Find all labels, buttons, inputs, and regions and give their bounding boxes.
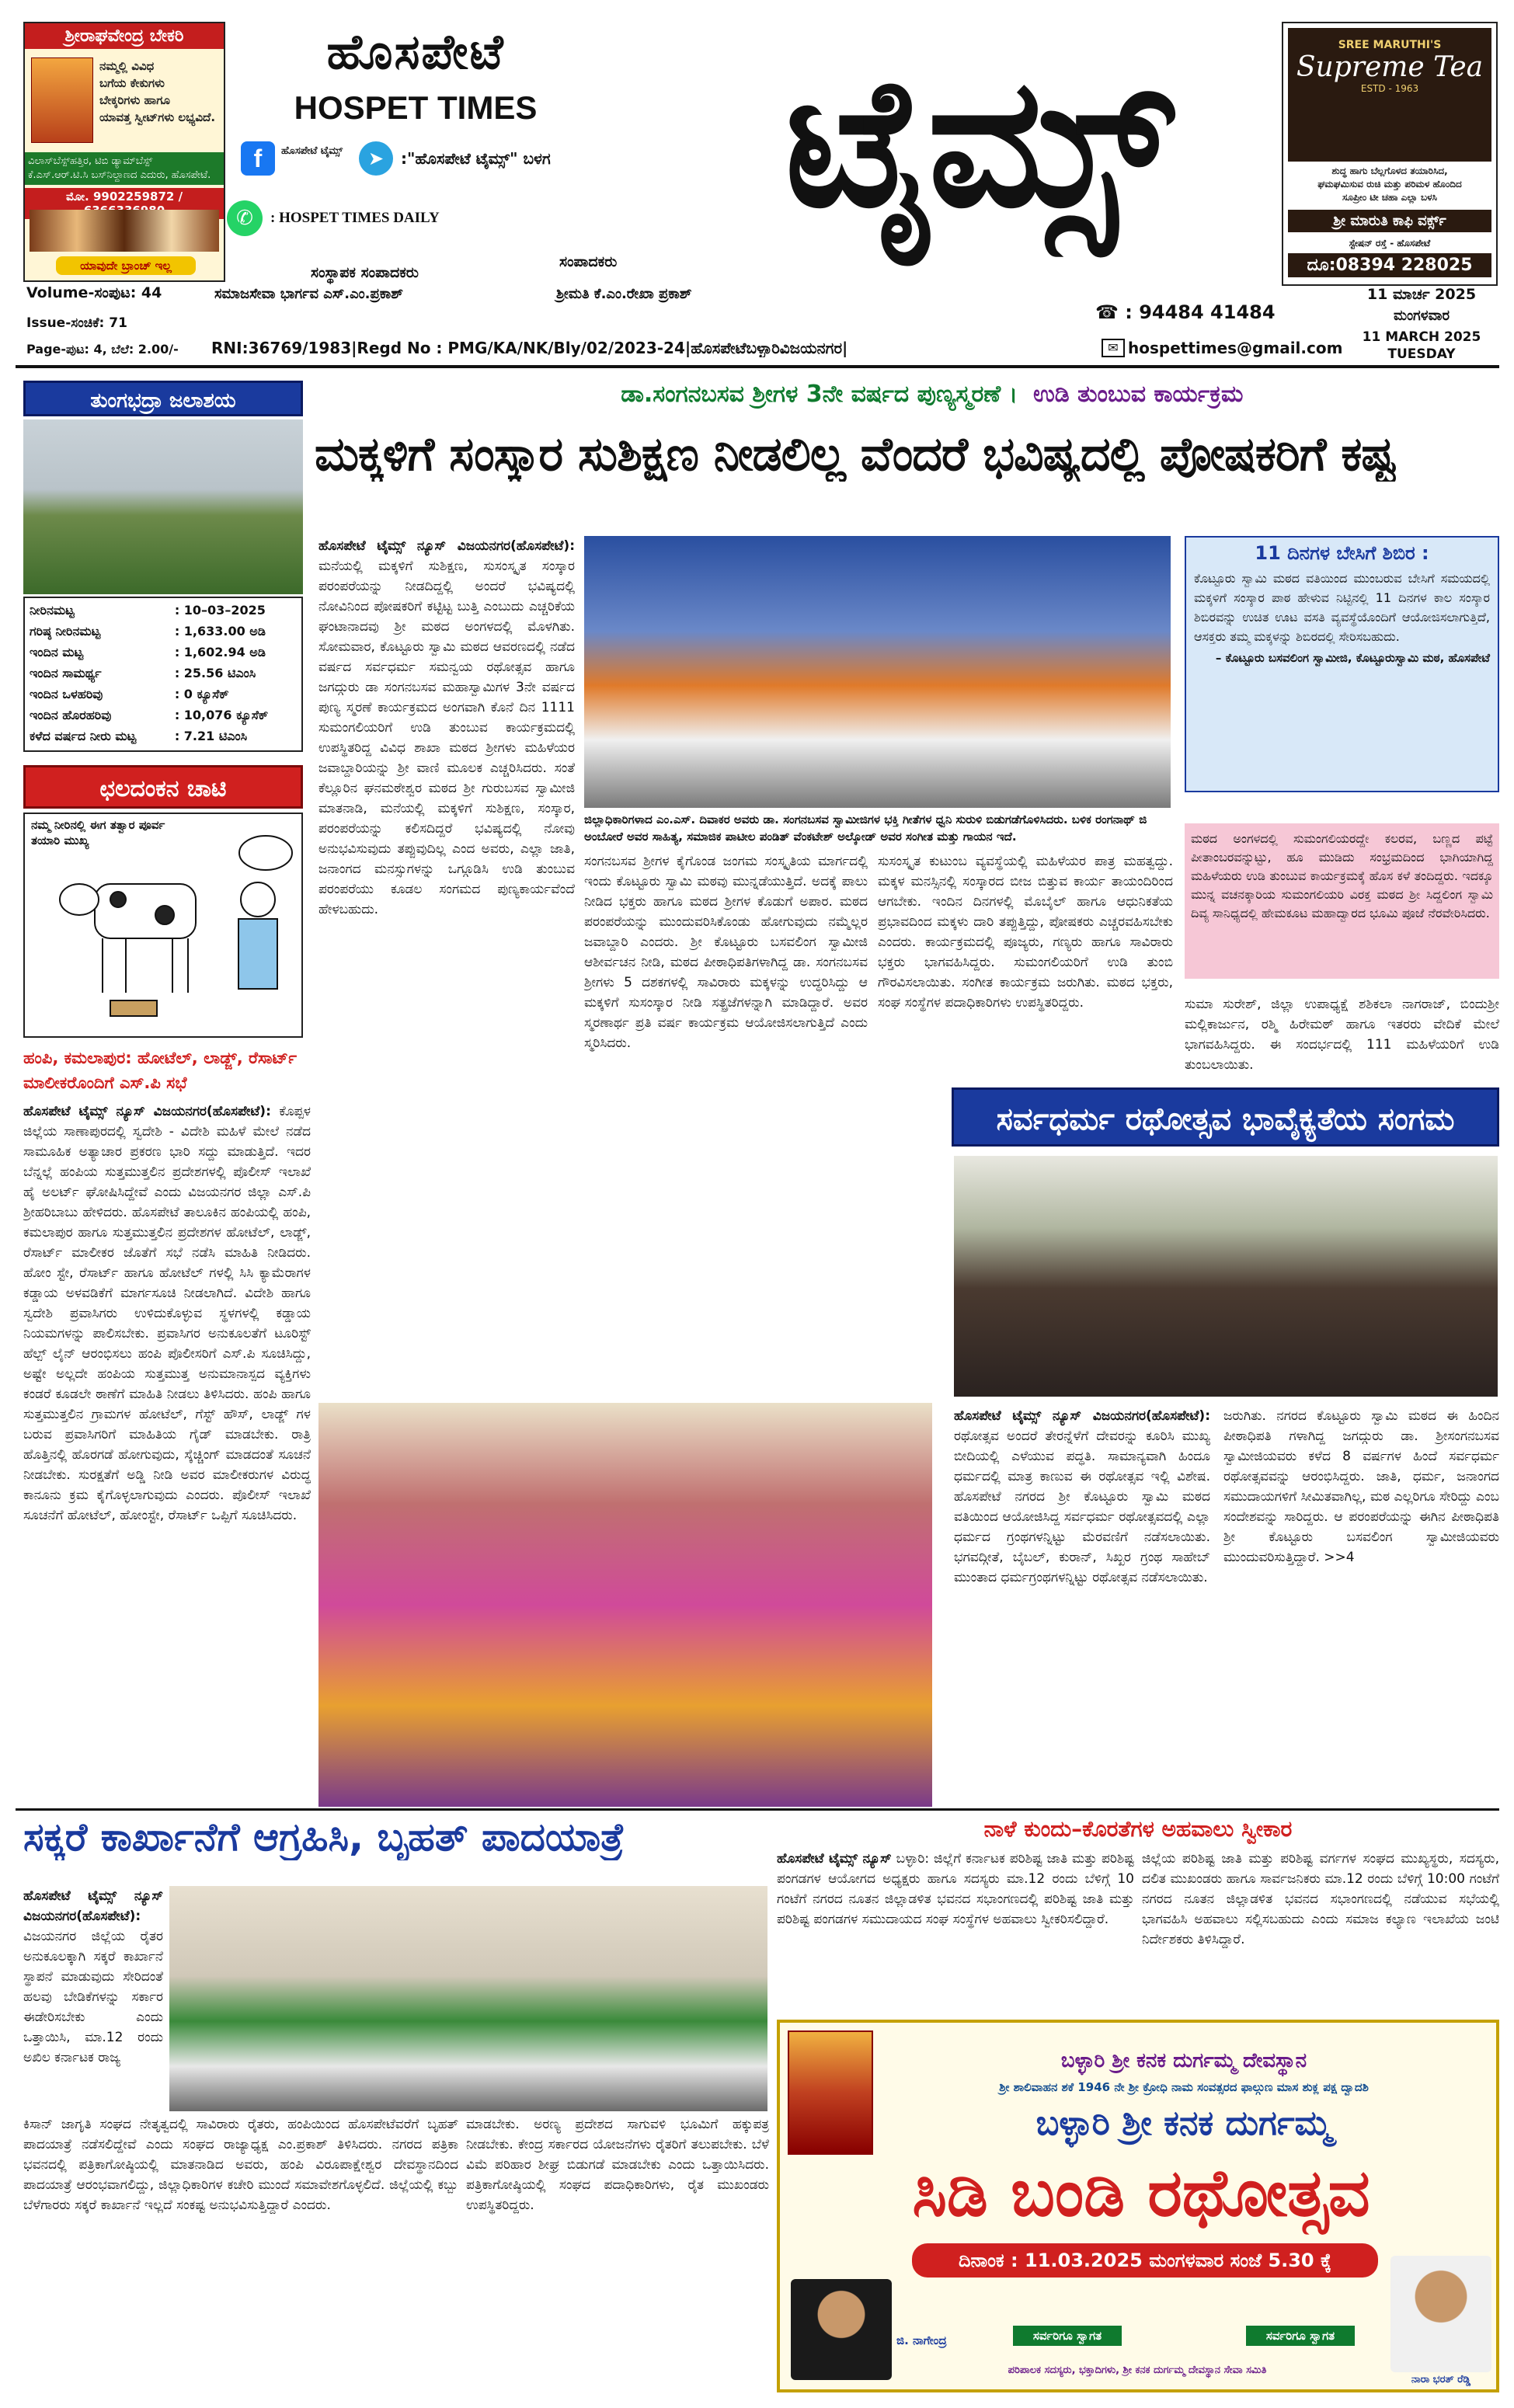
whatsapp-label[interactable]: : HOSPET TIMES DAILY <box>270 210 440 226</box>
bakery-footer: ಯಾವುದೇ ಬ್ರಾಂಚ್ ಇಲ್ಲ <box>56 256 196 275</box>
dam-header: ತುಂಗಭದ್ರಾ ಜಲಾಶಯ <box>23 381 303 416</box>
dam-row-value: : 0 ಕ್ಯೂಸೆಕ್ <box>174 686 229 701</box>
caste-col1-text: ಬಳ್ಳಾರಿ: ಜಿಲ್ಲೆಗೆ ಕರ್ನಾಟಕ ಪರಿಶಿಷ್ಟ ಜಾತಿ ಮತ್ತು ಪರಿಶಿಷ್ಟ ಪಂಗಡಗಳ ಆಯೋಗದ ಅಧ್ಯಕ್ಷರು ಹಾಗೂ ಸದಸ್ಯರು ಮಾ.12 ರಂದು ಬೆಳಿಗ್ಗೆ 10 ಗಂಟೆಗೆ ನಗರದ ನೂತನ ಜಿಲ್ಲಾಡಳಿತ ಭವನದ ಸಭಾಂಗಣದಲ್ಲಿ ಪರಿಶಿಷ್ಟ ಜಾತಿ ಮತ್ತು ಪರಿಶಿಷ್ಟ ಪಂಗಡಗಳ ಸಮುದಾಯದ ಸಂಘ ಸಂಸ್ಥೆಗಳ ಅಹವಾಲು ಸ್ವೀಕರಿಸಲಿದ್ದಾರೆ. <box>777 1851 1134 1927</box>
main-byline: ಹೊಸಪೇಟೆ ಟೈಮ್ಸ್ ನ್ಯೂಸ್ ವಿಜಯನಗರ(ಹೊಸಪೇಟೆ): <box>318 538 575 554</box>
bakery-line: ಬಗೆಯ ಕೇಕುಗಳು <box>99 76 165 90</box>
tea-brand: Supreme Tea <box>1296 51 1484 83</box>
masthead-title-english: HOSPET TIMES <box>294 89 538 126</box>
dam-table-row <box>26 663 300 684</box>
dam-table-row <box>26 621 300 642</box>
tea-phone: ದೂ:08394 228025 <box>1288 253 1491 277</box>
bakery-address: ವಿಲಾಸ್‌ಬೆಸ್ಪ್‌ಹತ್ತಿರ, ಟಿಬಿ ಡ್ಯಾಮ್‌ಬೆಸ್ಪ್ ಕೆ.ಎಸ್.ಆರ್.ಟಿ.ಸಿ ಬಸ್‌ನಿಲ್ದಾಣದ ಎದುರು, ಹೊಸಪೇಟೆ. <box>25 152 224 185</box>
ad-footer: ಪರಿಪಾಲಕ ಸದಸ್ಯರು, ಭಕ್ತಾದಿಗಳು, ಶ್ರೀ ಕನಕ ದುರ್ಗಮ್ಮ ದೇವಸ್ಥಾನ ಸೇವಾ ಸಮಿತಿ <box>1008 2365 1267 2376</box>
rath-headline: ಸರ್ವಧರ್ಮ ರಥೋತ್ಸವ ಭಾವೈಕ್ಯತೆಯ ಸಂಗಮ <box>952 1087 1499 1147</box>
masthead-title-small: ಹೊಸಪೇಟೆ <box>326 23 505 80</box>
assoc-editor-role: ಸಂಸ್ಥಾಪಕ ಸಂಪಾದಕರು <box>311 264 419 281</box>
day-english: TUESDAY <box>1387 346 1456 362</box>
ad-sub-line: ಶ್ರೀ ಶಾಲಿವಾಹನ ಶಕೆ 1946 ನೇ ಶ್ರೀ ಕ್ರೋಧಿ ನಾಮ ಸಂವತ್ಸರದ ಫಾಲ್ಗುಣ ಮಾಸ ಶುಕ್ಲ ಪಕ್ಷ ದ್ವಾದಶಿ <box>999 2080 1369 2094</box>
main-kicker-left: ಡಾ.ಸಂಗನಬಸವ ಶ್ರೀಗಳ 3ನೇ ವರ್ಷದ ಪುಣ್ಯಸ್ಮರಣೆ । <box>621 381 1018 408</box>
dam-row-value: : 7.21 ಟಿಎಂಸಿ <box>174 728 248 743</box>
crowd-photo <box>318 1403 932 1807</box>
masthead-title-big: ಟೈಮ್ಸ್ <box>785 40 1173 247</box>
dam-table <box>23 597 303 752</box>
telegram-label[interactable]: :"ಹೊಸಪೇಟೆ ಟೈಮ್ಸ್" ಬಳಗ <box>401 149 551 168</box>
facebook-icon[interactable]: f <box>241 141 275 176</box>
ad-rathotsava <box>777 2020 1499 2392</box>
assoc-editor-name: ಸಮಾಜಸೇವಾ ಭಾರ್ಗವ ಎಸ್.ಎಂ.ಪ್ರಕಾಶ್ <box>214 286 403 302</box>
sugar-col-a <box>23 1886 163 2104</box>
cartoon-drawing <box>25 814 301 1036</box>
ad-welcome-1: ಸರ್ವರಿಗೂ ಸ್ವಾಗತ <box>1013 2326 1122 2346</box>
dam-data-table <box>26 600 300 746</box>
hampi-body: ಕೊಪ್ಪಳ ಜಿಲ್ಲೆಯ ಸಾಣಾಪುರದಲ್ಲಿ ಸ್ವದೇಶಿ - ವಿದೇಶಿ ಮಹಿಳೆ ಮೇಲೆ ನಡೆದ ಸಾಮೂಹಿಕ ಅತ್ಯಾಚಾರ ಪ್ರಕರಣ ಭಾರಿ ಸದ್ದು ಮಾಡುತ್ತಿದೆ. ಇದರ ಬೆನ್ನಲ್ಲೆ ಹಂಪಿಯ ಸುತ್ತಮುತ್ತಲಿನ ಪ್ರದೇಶಗಳಲ್ಲಿ ಪೊಲೀಸ್ ಇಲಾಖೆ ಹೈ ಅಲರ್ಟ್ ಘೋಷಿಸಿದ್ದೇವೆ ಎಂದು ವಿಜಯನಗರ ಜಿಲ್ಲಾ ಎಸ್.ಪಿ ಶ್ರೀಹರಿಬಾಬು ಹೇಳಿದರು. ಹೊಸಪೇಟೆ ತಾಲೂಕಿನ ಹಂಪಿಯಲ್ಲಿ ಹಂಪಿ, ಕಮಲಾಪುರ ಹಾಗೂ ಸುತ್ತಮುತ್ತಲಿನ ಪ್ರದೇಶಗಳ ಹೋಟೆಲ್, ಲಾಡ್ಜ್, ರೆಸಾರ್ಟ್ ಮಾಲೀಕರ ಜೊತೆಗೆ ಸಭೆ ನಡೆಸಿ ಮಾಹಿತಿ ನೀಡಿದರು. ಹೋಂ ಸ್ಟೇ, ರೆಸಾರ್ಟ್ ಹಾಗೂ ಹೋಟೆಲ್ ಗಳಲ್ಲಿ ಸಿಸಿ ಕ್ಯಾಮೆರಾಗಳ ಕಡ್ಡಾಯ ಅಳವಡಿಕೆಗೆ ಮಾರ್ಗಸೂಚಿ ನೀಡಲಾಗಿದೆ. ವಿದೇಶಿ ಹಾಗೂ ಸ್ವದೇಶಿ ಪ್ರವಾಸಿಗರು ಉಳಿದುಕೊಳ್ಳುವ ಸ್ಥಳಗಳಲ್ಲಿ ಕಡ್ಡಾಯ ನಿಯಮಗಳನ್ನು ಪಾಲಿಸಬೇಕು. ಪ್ರವಾಸಿಗರ ಅನುಕೂಲತೆಗೆ ಟೂರಿಸ್ಟ್ ಹೆಲ್ಪ್ ಲೈನ್ ಆರಂಭಿಸಲು ಹಂಪಿ ಪೊಲೀಸರಿಗೆ ಎಸ್.ಪಿ ಸೂಚಿಸಿದ್ದು, ಅಷ್ಟೇ ಅಲ್ಲದೇ ಹಂಪಿಯ ಸುತ್ತಮುತ್ತ ಅನುಮಾನಾಸ್ಪದ ವ್ಯಕ್ತಿಗಳು ಕಂಡರೆ ಕೂಡಲೇ ಠಾಣೆಗೆ ಮಾಹಿತಿ ನೀಡಲು ತಿಳಿಸಿದರು. ಹಂಪಿ ಹಾಗೂ ಸುತ್ತಮುತ್ತಲಿನ ಗ್ರಾಮಗಳ ಹೋಟೆಲ್, ಗೆಸ್ಟ್ ಹೌಸ್, ಲಾಡ್ಜ್ ಗಳ ಬರುವ ಪ್ರವಾಸಿಗರಿಗೆ ಮಾಹಿತಿಯ ಗೈಡ್ ಮಾಡಬೇಕು. ರಾತ್ರಿ ಹೊತ್ತಿನಲ್ಲಿ ಹೊರಗಡೆ ಹೋಗುವುದು, ಸ್ಕೆಚ್ಚಿಂಗ್ ಮಾಡದಂತೆ ಸೂಚನೆ ನೀಡಬೇಕು. ಸುರಕ್ಷತೆಗೆ ಅಡ್ಡಿ ನೀಡಿ ಅವರ ಮಾಲೀಕರುಗಳ ವಿರುದ್ಧ ಕಾನೂನು ಕ್ರಮ ಕೈಗೊಳ್ಳಲಾಗುವುದು ಎಂದರು. ಪೊಲೀಸ್ ಇಲಾಖೆ ಸೂಚನೆಗೆ ಹೋಟೆಲ್, ಹೋಂಸ್ಟೇ, ರೆಸಾರ್ಟ್ ಒಪ್ಪಿಗೆ ಸೂಚಿಸಿದರು. <box>23 1104 311 1523</box>
telegram-icon[interactable]: ➤ <box>359 141 393 176</box>
main-headline: ಮಕ್ಕಳಿಗೆ ಸಂಸ್ಕಾರ ಸುಶಿಕ್ಷಣ ನೀಡಲಿಲ್ಲ ವೆಂದರೆ ಭವಿಷ್ಯದಲ್ಲಿ ಪೋಷಕರಿಗೆ ಕಷ್ಟ <box>315 427 1396 482</box>
dam-row-label: ಇಂದಿನ ಮಟ್ಟ <box>30 644 84 659</box>
mail-icon: ✉ <box>1102 339 1125 357</box>
main-photo-caption: ಜಿಲ್ಲಾಧಿಕಾರಿಗಳಾದ ಎಂ.ಎಸ್. ದಿವಾಕರ ಅವರು ಡಾ. ಸಂಗನಬಸವ ಸ್ವಾಮೀಜಿಗಳ ಭಕ್ತಿ ಗೀತೆಗಳ ಧ್ವನಿ ಸುರುಳಿ ಬಿಡುಗಡೆಗೊಳಿಸಿದರು. ಬಳಿಕ ರಂಗನಾಥ್ ಜಿ ಅಂಬೋರೆ ಅವರ ಸಾಹಿತ್ಯ, ಸಮಾಜಿಕ ಪಾಟೀಲ ಪಂಡಿತ್ ವೆಂಕಟೇಶ್ ಅಲ್ಕೋಡ್ ಅವರ ಸಂಗೀತ ಮತ್ತು ಗಾಯನ ಇದೆ. <box>584 813 1147 844</box>
ad-welcome-2: ಸರ್ವರಿಗೂ ಸ್ವಾಗತ <box>1246 2326 1355 2346</box>
ad-left-bakery <box>23 22 225 282</box>
rath-byline: ಹೊಸಪೇಟೆ ಟೈಮ್ಸ್ ನ್ಯೂಸ್ ವಿಜಯನಗರ(ಹೊಸಪೇಟೆ): <box>954 1408 1210 1424</box>
date-kannada: 11 ಮಾರ್ಚ 2025 <box>1366 286 1477 303</box>
main-col1-text: ಮನೆಯಲ್ಲಿ ಮಕ್ಕಳಿಗೆ ಸುಶಿಕ್ಷಣ, ಸುಸಂಸ್ಕೃತ ಸಂಸ್ಕಾರ ಪರಂಪರೆಯನ್ನು ನೀಡದಿದ್ದಲ್ಲಿ ಅಂದರೆ ಭವಿಷ್ಯದಲ್ಲಿ ನೋವಿನಿಂದ ಪೋಷಕರಿಗೆ ಕಟ್ಟಿಟ್ಟ ಬುತ್ತಿ ಎಂಬುದು ಎಚ್ಚರಿಕೆಯ ಘಂಟಾನಾದವು ಶ್ರೀ ಮಠದ ಅಂಗಳದಲ್ಲಿ ಮೊಳಗಿತು. ಸೋಮವಾರ, ಕೊಟ್ಟೂರು ಸ್ವಾಮಿ ಮಠದ ಆವರಣದಲ್ಲಿ ನಡೆದ ವರ್ಷದ ಸರ್ವಧರ್ಮ ಸಮನ್ವಯ ರಥೋತ್ಸವ ಹಾಗೂ ಜಗದ್ಗುರು ಡಾ ಸಂಗನಬಸವ ಮಹಾಸ್ವಾಮಿಗಳ 3ನೇ ವರ್ಷದ ಪುಣ್ಯ ಸ್ಮರಣೆ ಕಾರ್ಯಕ್ರಮದ ಅಂಗವಾಗಿ ಕೊನೆ ದಿನ 1111 ಸುಮಂಗಲಿಯರಿಗೆ ಉಡಿ ತುಂಬುವ ಕಾರ್ಯಕ್ರಮದಲ್ಲಿ ಉಪಸ್ಥಿತರಿದ್ದ ವಿವಿಧ ಶಾಖಾ ಮಠದ ಶ್ರೀಗಳು ಮಹಿಳೆಯರ ಜವಾಬ್ದಾರಿಯನ್ನು ಶ್ರೀ ವಾಣಿ ಮೂಲಕ ಎಚ್ಚರಿಸಿದರು. ಸಂತೆ ಕೆಲ್ಲೂರಿನ ಘನಮಠೇಶ್ವರ ಮಠದ ಶ್ರೀ ಗುರುಬಸವ ಸ್ವಾಮೀಜಿ ಮಾತನಾಡಿ, ಮನೆಯಲ್ಲಿ ಮಕ್ಕಳಿಗೆ ಸುಶಿಕ್ಷಣ, ಸಂಸ್ಕಾರ, ಪರಂಪರೆಯನ್ನು ಕಲಿಸದಿದ್ದರೆ ಭವಿಷ್ಯದಲ್ಲಿ ನೋವು ಅನುಭವಿಸುವುದು ತಪ್ಪುವುದಿಲ್ಲ ಎಂದ ಅವರು, ಎಲ್ಲಾ ಜಾತಿ, ಜನಾಂಗದ ಮನಸ್ಸುಗಳನ್ನು ಒಗ್ಗೂಡಿಸಿ ಉಡಿ ತುಂಬುವ ಪರಂಪರೆಯು ಕೂಡಲ ಸಂಗಮದ ಪುಣ್ಯಕಾರ್ಯವೆಂದೆ ಹೇಳಬಹುದು. <box>318 559 575 917</box>
rath-article-col2 <box>1223 1406 1499 1802</box>
hampi-headline: ಹಂಪಿ, ಕಮಲಾಪುರ: ಹೋಟೆಲ್, ಲಾಡ್ಜ್, ರೆಸಾರ್ಟ್ ಮಾಲೀಕರೊಂದಿಗೆ ಎಸ್.ಪಿ ಸಭೆ <box>23 1049 297 1092</box>
dam-table-row <box>26 642 300 663</box>
ad-date-line: ದಿನಾಂಕ : 11.03.2025 ಮಂಗಳವಾರ ಸಂಜೆ 5.30 ಕ್ಕೆ <box>912 2243 1378 2278</box>
bakery-phone: ಮೋ. 9902259872 / <box>25 188 224 219</box>
main-article-col2 <box>584 851 868 1417</box>
bakery-line: ನಮ್ಮಲ್ಲಿ ವಿವಿಧ <box>99 59 155 73</box>
ad-goddess-image <box>788 2030 873 2155</box>
sugar-photo <box>169 1886 767 2111</box>
bakery-deity-image <box>31 57 93 143</box>
ad-sponsor-left: ಜಿ. ನಾಗೇಂದ್ರ <box>896 2333 947 2347</box>
masthead-rule <box>16 365 1499 368</box>
cartoon-panel <box>23 813 303 1038</box>
cartoon-caption: ನಮ್ಮ ನೀರಿನಲ್ಲಿ ಈಗ ತತ್ವಾರ ಪೂರ್ವ ತಯಾರಿ ಮುಖ್ಯ <box>31 818 165 847</box>
sugar-headline: ಸಕ್ಕರೆ ಕಾರ್ಖಾನೆಗೆ ಆಗ್ರಹಿಸಿ, ಬೃಹತ್ ಪಾದಯಾತ್ರೆ <box>23 1815 625 1860</box>
rath-col1-text: ರಥೋತ್ಸವ ಅಂದರೆ ತೇರನ್ನೆಳೆಗೆ ದೇವರನ್ನು ಕೂರಿಸಿ ಮುಖ್ಯ ಬೀದಿಯಲ್ಲಿ ಎಳೆಯುವ ಪದ್ಧತಿ. ಸಾಮಾನ್ಯವಾಗಿ ಹಿಂದೂ ಧರ್ಮದಲ್ಲಿ ಮಾತ್ರ ಕಾಣುವ ಈ ರಥೋತ್ಸವ ಇಲ್ಲಿ ವಿಶೇಷ. ಹೊಸಪೇಟೆ ನಗರದ ಶ್ರೀ ಕೊಟ್ಟೂರು ಸ್ವಾಮಿ ಮಠದ ವತಿಯಿಂದ ಆಯೋಜಿಸಿದ್ದ ಸರ್ವಧರ್ಮ ರಥೋತ್ಸವದಲ್ಲಿ ಎಲ್ಲಾ ಧರ್ಮದ ಗ್ರಂಥಗಳನ್ನಿಟ್ಟು ಮೆರವಣಿಗೆ ನಡೆಸಲಾಯಿತು. ಭಗವದ್ಗೀತೆ, ಬೈಬಲ್, ಕುರಾನ್, ಸಿಖ್ಖರ ಗ್ರಂಥ ಸಾಹೇಬ್ ಮುಂತಾದ ಧರ್ಮಗ್ರಂಥಗಳನ್ನಿಟ್ಟು ರಥೋತ್ಸವ ನಡೆಸಲಾಯಿತು. <box>954 1428 1210 1585</box>
email-address[interactable]: hospettimes@gmail.com <box>1128 339 1343 357</box>
dam-photo <box>23 419 303 594</box>
right-col-text: ಸುಮಾ ಸುರೇಶ್, ಜಿಲ್ಲಾ ಉಪಾಧ್ಯಕ್ಷೆ ಶಶಿಕಲಾ ನಾಗರಾಜ್, ಬಿಂದುಶ್ರೀ ಮಲ್ಲಿಕಾರ್ಜುನ, ರಶ್ಮಿ ಹಿರೇಮಠ್ ಹಾಗೂ ಇತರರು ವೇದಿಕೆ ಮೇಲೆ ಭಾಗವಹಿಸಿದ್ದರು. ಈ ಸಂದರ್ಭದಲ್ಲಿ 111 ಮಹಿಳೆಯರಿಗೆ ಉಡಿ ತುಂಬಲಾಯಿತು. <box>1185 997 1499 1073</box>
main-photo <box>584 536 1171 808</box>
camp-box <box>1185 536 1499 792</box>
dam-row-value: : 10–03–2025 <box>174 603 266 618</box>
rath-article-col1 <box>954 1406 1210 1802</box>
caste-col1 <box>777 1849 1134 2012</box>
sugar-col-a-text: ವಿಜಯನಗರ ಜಿಲ್ಲೆಯ ರೈತರ ಅನುಕೂಲಕ್ಕಾಗಿ ಸಕ್ಕರೆ ಕಾರ್ಖಾನೆ ಸ್ಥಾಪನೆ ಮಾಡುವುದು ಸೇರಿದಂತೆ ಹಲವು ಬೇಡಿಕೆಗಳನ್ನು ಸರ್ಕಾರ ಈಡೇರಿಸಬೇಕು ಎಂದು ಒತ್ತಾಯಿಸಿ, ಮಾ.12 ರಂದು ಅಖಿಲ ಕರ್ನಾಟಕ ರಾಜ್ಯ <box>23 1929 163 2065</box>
dam-row-label: ಕಳೆದ ವರ್ಷದ ನೀರು ಮಟ್ಟ <box>30 728 137 743</box>
tea-address: ಸ್ಟೇಷನ್ ರಸ್ತೆ - ಹೊಸಪೇಟೆ <box>1349 238 1431 249</box>
dam-row-label: ನೀರಿನಮಟ್ಟ <box>30 602 75 618</box>
pink-box-body: ಮಠದ ಅಂಗಳದಲ್ಲಿ ಸುಮಂಗಲಿಯರದ್ದೇ ಕಲರವ, ಬಣ್ಣದ ಪಟ್ಟೆ ಪೀತಾಂಬರವನ್ನುಟ್ಟು, ಹೂ ಮುಡಿದು ಸಂಭ್ರಮದಿಂದ ಭಾಗಿಯಾಗಿದ್ದ ಮಹಿಳೆಯರು ಉಡಿ ತುಂಬುವ ಕಾರ್ಯಕ್ರಮಕ್ಕೆ ಹೊಸ ಕಳೆ ತಂದಿದ್ದರು. ಇದಕ್ಕೂ ಮುನ್ನ ವಚನಕ್ಕಾರಿಯ ಸುಮಂಗಲಿಯರಿ ವಿರಕ್ತ ಮಠದ ಶ್ರೀ ಸಿದ್ದಲಿಂಗ ಸ್ವಾಮಿ ದಿವ್ಯ ಸಾನಿಧ್ಯದಲ್ಲಿ ಹೇಮಕೂಟ ಮಹಾದ್ವಾರದ ಭೂಮಿ ಪೂಜೆ ನೆರವೇರಿಸಿದರು. <box>1191 831 1493 920</box>
day-kannada: ಮಂಗಳವಾರ <box>1393 308 1450 324</box>
date-english: 11 MARCH 2025 <box>1362 329 1481 345</box>
pink-box <box>1185 823 1499 979</box>
camp-headline: 11 ದಿನಗಳ ಬೇಸಿಗೆ ಶಿಬಿರ : <box>1255 542 1429 564</box>
tea-brand-top: SREE MARUTHI'S <box>1338 39 1442 51</box>
caste-col2 <box>1142 1849 1499 2012</box>
bakery-cakes-image <box>30 210 219 252</box>
ad-top-line: ಬಳ್ಳಾರಿ ಶ್ರೀ ಕನಕ ದುರ್ಗಮ್ಮ ದೇವಸ್ಥಾನ <box>1060 2049 1307 2072</box>
main-col3-text: ಸುಸಂಸ್ಕೃತ ಕುಟುಂಬ ವ್ಯವಸ್ಥೆಯಲ್ಲಿ ಮಹಿಳೆಯರ ಪಾತ್ರ ಮಹತ್ವದ್ದು. ಮಕ್ಕಳ ಮನಸ್ಸಿನಲ್ಲಿ ಸಂಸ್ಕಾರದ ಬೀಜ ಬಿತ್ತುವ ಕಾರ್ಯ ತಾಯಂದಿರಿಂದ ಆಗಬೇಕು. ಇಂದಿನ ದಿನಗಳಲ್ಲಿ ಮೊಬೈಲ್ ಹಾಗೂ ಆಧುನಿಕತೆಯ ಪ್ರಭಾವದಿಂದ ಮಕ್ಕಳು ದಾರಿ ತಪ್ಪುತ್ತಿದ್ದು, ಪೋಷಕರು ಎಚ್ಚರವಹಿಸಬೇಕು ಎಂದರು. ಕಾರ್ಯಕ್ರಮದಲ್ಲಿ ಪೂಜ್ಯರು, ಗಣ್ಯರು ಹಾಗೂ ಸಾವಿರಾರು ಭಕ್ತರು ಭಾಗವಹಿಸಿದ್ದರು. ಸುಮಂಗಲಿಯರಿಗೆ ಉಡಿ ತುಂಬಿ ಗೌರವಿಸಲಾಯಿತು. ಸಂಗೀತ ಕಾರ್ಯಕ್ರಮ ಜರುಗಿತು. ಮಠದ ಭಕ್ತರು, ಸಂಘ ಸಂಸ್ಥೆಗಳ ಪದಾಧಿಕಾರಿಗಳು ಉಪಸ್ಥಿತರಿದ್ದರು. <box>878 854 1173 1011</box>
bakery-line: ಯಾವತ್ತ ಸ್ವೀಟ್‌ಗಳು ಲಭ್ಯವಿದೆ. <box>99 110 216 124</box>
tea-since: ESTD - 1963 <box>1360 83 1419 94</box>
whatsapp-icon[interactable]: ✆ <box>227 200 263 236</box>
editor-role: ಸಂಪಾದಕರು <box>559 253 618 270</box>
ad-sponsor-right: ನಾರಾ ಭರತ್ ರೆಡ್ಡಿ <box>1411 2374 1471 2385</box>
dam-row-value: : 10,076 ಕ್ಯೂಸೆಕ್ <box>174 707 269 722</box>
dam-table-row <box>26 684 300 705</box>
rath-col2-text: ಜರುಗಿತು. ನಗರದ ಕೊಟ್ಟೂರು ಸ್ವಾಮಿ ಮಠದ ಈ ಹಿಂದಿನ ಪೀಠಾಧಿಪತಿ ಗಳಾಗಿದ್ದ ಜಗದ್ಗುರು ಡಾ. ಶ್ರೀಸಂಗನಬಸವ ಸ್ವಾಮೀಜಿಯವರು ಕಳೆದ 8 ವರ್ಷಗಳ ಹಿಂದೆ ಸರ್ವಧರ್ಮ ರಥೋತ್ಸವವನ್ನು ಆರಂಭಿಸಿದ್ದರು. ಜಾತಿ, ಧರ್ಮ, ಜನಾಂಗದ ಸಮುದಾಯಗಳಿಗೆ ಸೀಮಿತವಾಗಿಲ್ಲ, ಮಠ ಎಲ್ಲರಿಗೂ ಸೇರಿದ್ದು ಎಂಬ ಸಂದೇಶವನ್ನು ಸಾರಿದ್ದರು. ಆ ಪರಂಪರೆಯನ್ನು ಈಗಿನ ಪೀಠಾಧಿಪತಿ ಶ್ರೀ ಕೊಟ್ಟೂರು ಬಸವಲಿಂಗ ಸ್ವಾಮೀಜಿಯವರು ಮುಂದುವರಿಸುತ್ತಿದ್ದಾರೆ. >>4 <box>1223 1408 1499 1565</box>
cartoon-header: ಛಲದಂಕನ ಚಾಟಿ <box>23 765 303 809</box>
rath-photo <box>954 1156 1498 1397</box>
facebook-label[interactable]: ಹೊಸಪೇಟೆ ಟೈಮ್ಸ್ <box>281 145 343 157</box>
section-rule <box>16 1808 1499 1811</box>
dam-row-value: : 1,633.00 ಅಡಿ <box>174 623 266 639</box>
dam-row-label: ಇಂದಿನ ಹೊರಹರಿವು <box>30 707 112 722</box>
dam-row-value: : 25.56 ಟಿಎಂಸಿ <box>174 665 256 680</box>
sugar-byline: ಹೊಸಪೇಟೆ ಟೈಮ್ಸ್ ನ್ಯೂಸ್ ವಿಜಯನಗರ(ಹೊಸಪೇಟೆ): <box>23 1888 163 1924</box>
ad-title-big: ಸಿಡಿ ಬಂಡಿ ರಥೋತ್ಸವ <box>912 2155 1370 2231</box>
dam-table-row <box>26 705 300 726</box>
main-kicker-right: ಉಡಿ ತುಂಬುವ ಕಾರ್ಯಕ್ರಮ <box>1033 381 1244 408</box>
dam-row-label: ಇಂದಿನ ಒಳಹರಿವು <box>30 686 103 701</box>
pages-price: Page-ಪುಟ: 4, ಬೆಲೆ: 2.00/- <box>26 342 179 357</box>
sugar-col-b <box>23 2114 458 2394</box>
sugar-col-c <box>466 2114 769 2394</box>
ad-right-tea: SREE MARUTHI'S Supreme Tea ESTD - 1963 ಶುದ್ಧ ಹಾಗು ಬೆಲ್ಲಗೊಳದ ತಯಾರಿಸಿದ, ಘಮಘಮಿಸುವ ರುಚಿ ಮತ್ತು ಪರಿಮಳ ಹೊಂದಿದ ಸೂಪ್ರೀಂ ಟೀ ಚಹಾ ಎಲ್ಲಾ ಬಳಸಿ ಶ್ರೀ ಮಾರುತಿ ಕಾಫಿ ವರ್ಕ್ಸ್ ಸ್ಟೇಷನ್ ರಸ್ತೆ - ಹೊಸಪೇಟೆ ದೂ:08394 228025 <box>1282 22 1498 286</box>
tea-shop: ಶ್ರೀ ಮಾರುತಿ ಕಾಫಿ ವರ್ಕ್ಸ್ <box>1288 210 1491 232</box>
camp-sign: – ಕೊಟ್ಟೂರು ಬಸವಲಿಂಗ ಸ್ವಾಮೀಜಿ, ಕೊಟ್ಟೂರುಸ್ವಾಮಿ ಮಠ, ಹೊಸಪೇಟೆ <box>1215 651 1490 665</box>
phone-number: ☎ : 94484 41484 <box>1095 301 1276 323</box>
editor-name: ಶ್ರೀಮತಿ ಕೆ.ಎಂ.ರೇಖಾ ಪ್ರಕಾಶ್ <box>556 286 692 302</box>
ad-person-right <box>1390 2256 1491 2372</box>
main-col2-text: ಸಂಗನಬಸವ ಶ್ರೀಗಳ ಕೈಗೊಂಡ ಜಂಗಮ ಸಂಸ್ಕೃತಿಯ ಮಾರ್ಗದಲ್ಲಿ ಇಂದು ಕೊಟ್ಟೂರು ಸ್ವಾಮಿ ಮಠವು ಮುನ್ನಡೆಯುತ್ತಿದೆ. ಅದಕ್ಕೆ ಪಾಲು ನೀಡಿದ ಭಕ್ತರು ಹಾಗೂ ಮಠದ ಶ್ರೀಗಳ ಕೊಡುಗೆ ಅಪಾರ. ಮಠದ ಪರಂಪರೆಯನ್ನು ಮುಂದುವರಿಸಿಕೊಂಡು ಹೋಗುವುದು ನಮ್ಮೆಲ್ಲರ ಜವಾಬ್ದಾರಿ ಎಂದರು. ಶ್ರೀ ಕೊಟ್ಟೂರು ಬಸವಲಿಂಗ ಸ್ವಾಮೀಜಿ ಆಶೀರ್ವಚನ ನೀಡಿ, ಮಠದ ಪೀಠಾಧಿಪತಿಗಳಾಗಿದ್ದ ಡಾ. ಸಂಗನಬಸವ ಶ್ರೀಗಳು 5 ದಶಕಗಳಲ್ಲಿ ಸಾವಿರಾರು ಮಕ್ಕಳನ್ನು ಉದ್ಧರಿಸಿದ್ದು ಆ ಮಕ್ಕಳಿಗೆ ಸುಸಂಸ್ಕಾರ ನೀಡಿ ಸತ್ಪ್ರಜೆಗಳನ್ನಾಗಿ ಮಾಡಿದ್ದಾರೆ. ಅವರ ಸ್ಮರಣಾರ್ಥ ಪ್ರತಿ ವರ್ಷ ಕಾರ್ಯಕ್ರಮ ಆಯೋಜಿಸಲಾಗುತ್ತಿದೆ ಎಂದು ಸ್ಮರಿಸಿದರು. <box>584 854 868 1051</box>
registration-line: RNI:36769/1983|Regd No : PMG/KA/NK/Bly/02/2023-24|ಹೊಸಪೇಟೆಬಳ್ಳಾರಿವಿಜಯನಗರ| <box>211 339 848 357</box>
volume-label: Volume-ಸಂಪುಟ: 44 <box>26 284 162 301</box>
dam-table-row <box>26 600 300 621</box>
issue-label: Issue-ಸಂಚಿಕೆ: 71 <box>26 315 127 331</box>
caste-byline: ಹೊಸಪೇಟೆ ಟೈಮ್ಸ್ ನ್ಯೂಸ್ <box>777 1851 892 1867</box>
ad-title-small: ಬಳ್ಳಾರಿ ಶ್ರೀ ಕನಕ ದುರ್ಗಮ್ಮ <box>1035 2104 1332 2143</box>
hampi-byline: ಹೊಸಪೇಟೆ ಟೈಮ್ಸ್ ನ್ಯೂಸ್ ವಿಜಯನಗರ(ಹೊಸಪೇಟೆ): <box>23 1104 271 1119</box>
bakery-title: ಶ್ರೀರಾಘವೇಂದ್ರ ಬೇಕರಿ <box>25 23 224 49</box>
dam-table-row <box>26 726 300 746</box>
caste-headline: ನಾಳೆ ಕುಂದು–ಕೊರತೆಗಳ ಅಹವಾಲು ಸ್ವೀಕಾರ <box>983 1816 1293 1842</box>
dam-row-label: ಗರಿಷ್ಠ ನೀರಿನಮಟ್ಟ <box>30 623 101 639</box>
hampi-article <box>23 1101 311 1777</box>
camp-body: ಕೊಟ್ಟೂರು ಸ್ವಾಮಿ ಮಠದ ವತಿಯಿಂದ ಮುಂಬರುವ ಬೇಸಿಗೆ ಸಮಯದಲ್ಲಿ ಮಕ್ಕಳಿಗೆ ಸಂಸ್ಕಾರ ಪಾಠ ಹೇಳುವ ನಿಟ್ಟಿನಲ್ಲಿ 11 ದಿನಗಳ ಕಾಲ ಸಂಸ್ಕಾರ ಶಿಬಿರವನ್ನು ಉಚಿತ ಊಟ ವಸತಿ ವ್ಯವಸ್ಥೆಯೊಂದಿಗೆ ಆಯೋಜಿಸಲಾಗುತ್ತಿದೆ, ಆಸಕ್ತರು ತಮ್ಮ ಮಕ್ಕಳನ್ನು ಶಿಬಿರದಲ್ಲಿ ಸೇರಿಸಬಹುದು. <box>1194 571 1490 644</box>
ad-person-left <box>791 2279 892 2380</box>
dam-row-value: : 1,602.94 ಅಡಿ <box>174 644 266 659</box>
sugar-col-c-text: ಮಾಡಬೇಕು. ಅರಣ್ಯ ಪ್ರದೇಶದ ಸಾಗುವಳಿ ಭೂಮಿಗೆ ಹಕ್ಕುಪತ್ರ ನೀಡಬೇಕು. ಕೇಂದ್ರ ಸರ್ಕಾರದ ಯೋಜನೆಗಳು ರೈತರಿಗೆ ತಲುಪಬೇಕು. ಬೆಳೆ ವಿಮೆ ಪರಿಹಾರ ಶೀಘ್ರ ಬಿಡುಗಡೆ ಮಾಡಬೇಕು ಎಂದು ಒತ್ತಾಯಿಸಿದರು. ಪತ್ರಿಕಾಗೋಷ್ಠಿಯಲ್ಲಿ ಸಂಘದ ಪದಾಧಿಕಾರಿಗಳು, ರೈತ ಮುಖಂಡರು ಉಪಸ್ಥಿತರಿದ್ದರು. <box>466 2117 769 2213</box>
bakery-line: ಬೇಕ್ಕರಿಗಳು ಹಾಗೂ <box>99 93 170 107</box>
sugar-col-b-text: ಕಿಸಾನ್ ಜಾಗೃತಿ ಸಂಘದ ನೇತೃತ್ವದಲ್ಲಿ ಸಾವಿರಾರು ರೈತರು, ಹಂಪಿಯಿಂದ ಹೊಸಪೇಟೆವರೆಗೆ ಬೃಹತ್ ಪಾದಯಾತ್ರೆ ನಡೆಸಲಿದ್ದೇವೆ ಎಂದು ಸಂಘದ ರಾಜ್ಯಾಧ್ಯಕ್ಷ ಎಂ.ಪ್ರಕಾಶ್ ತಿಳಿಸಿದರು. ನಗರದ ಪತ್ರಿಕಾ ಭವನದಲ್ಲಿ ಪತ್ರಿಕಾಗೋಷ್ಠಿಯಲ್ಲಿ ಮಾತನಾಡಿದ ಅವರು, ಹಂಪಿ ವಿರೂಪಾಕ್ಷೇಶ್ವರ ದೇವಸ್ಥಾನದಿಂದ ಪಾದಯಾತ್ರೆ ಆರಂಭವಾಗಲಿದ್ದು, ಜಿಲ್ಲಾಧಿಕಾರಿಗಳ ಕಚೇರಿ ಮುಂದೆ ಸಮಾವೇಶಗೊಳ್ಳಲಿದೆ. ಜಿಲ್ಲೆಯಲ್ಲಿ ಕಬ್ಬು ಬೆಳೆಗಾರರು ಸಕ್ಕರೆ ಕಾರ್ಖಾನೆ ಇಲ್ಲದೆ ಸಂಕಷ್ಟ ಅನುಭವಿಸುತ್ತಿದ್ದಾರೆ ಎಂದರು. <box>23 2117 458 2213</box>
dam-row-label: ಇಂದಿನ ಸಾಮರ್ಥ್ಯ <box>30 665 102 680</box>
caste-col2-text: ಜಿಲ್ಲೆಯ ಪರಿಶಿಷ್ಟ ಜಾತಿ ಮತ್ತು ಪರಿಶಿಷ್ಟ ವರ್ಗಗಳ ಸಂಘದ ಮುಖ್ಯಸ್ಥರು, ಸದಸ್ಯರು, ದಲಿತ ಮುಖಂಡರು ಹಾಗೂ ಸಾರ್ವಜನಿಕರು ಮಾ.12 ರಂದು ಬೆಳಿಗ್ಗೆ 10:00 ಗಂಟೆಗೆ ನಗರದ ನೂತನ ಜಿಲ್ಲಾಡಳಿತ ಭವನದ ಸಭಾಂಗಣದಲ್ಲಿ ನಡೆಯುವ ಸಭೆಯಲ್ಲಿ ಭಾಗವಹಿಸಿ ಅಹವಾಲು ಸಲ್ಲಿಸಬಹುದು ಎಂದು ಸಮಾಜ ಕಲ್ಯಾಣ ಇಲಾಖೆಯ ಜಂಟಿ ನಿರ್ದೇಶಕರು ತಿಳಿಸಿದ್ದಾರೆ. <box>1142 1851 1499 1947</box>
